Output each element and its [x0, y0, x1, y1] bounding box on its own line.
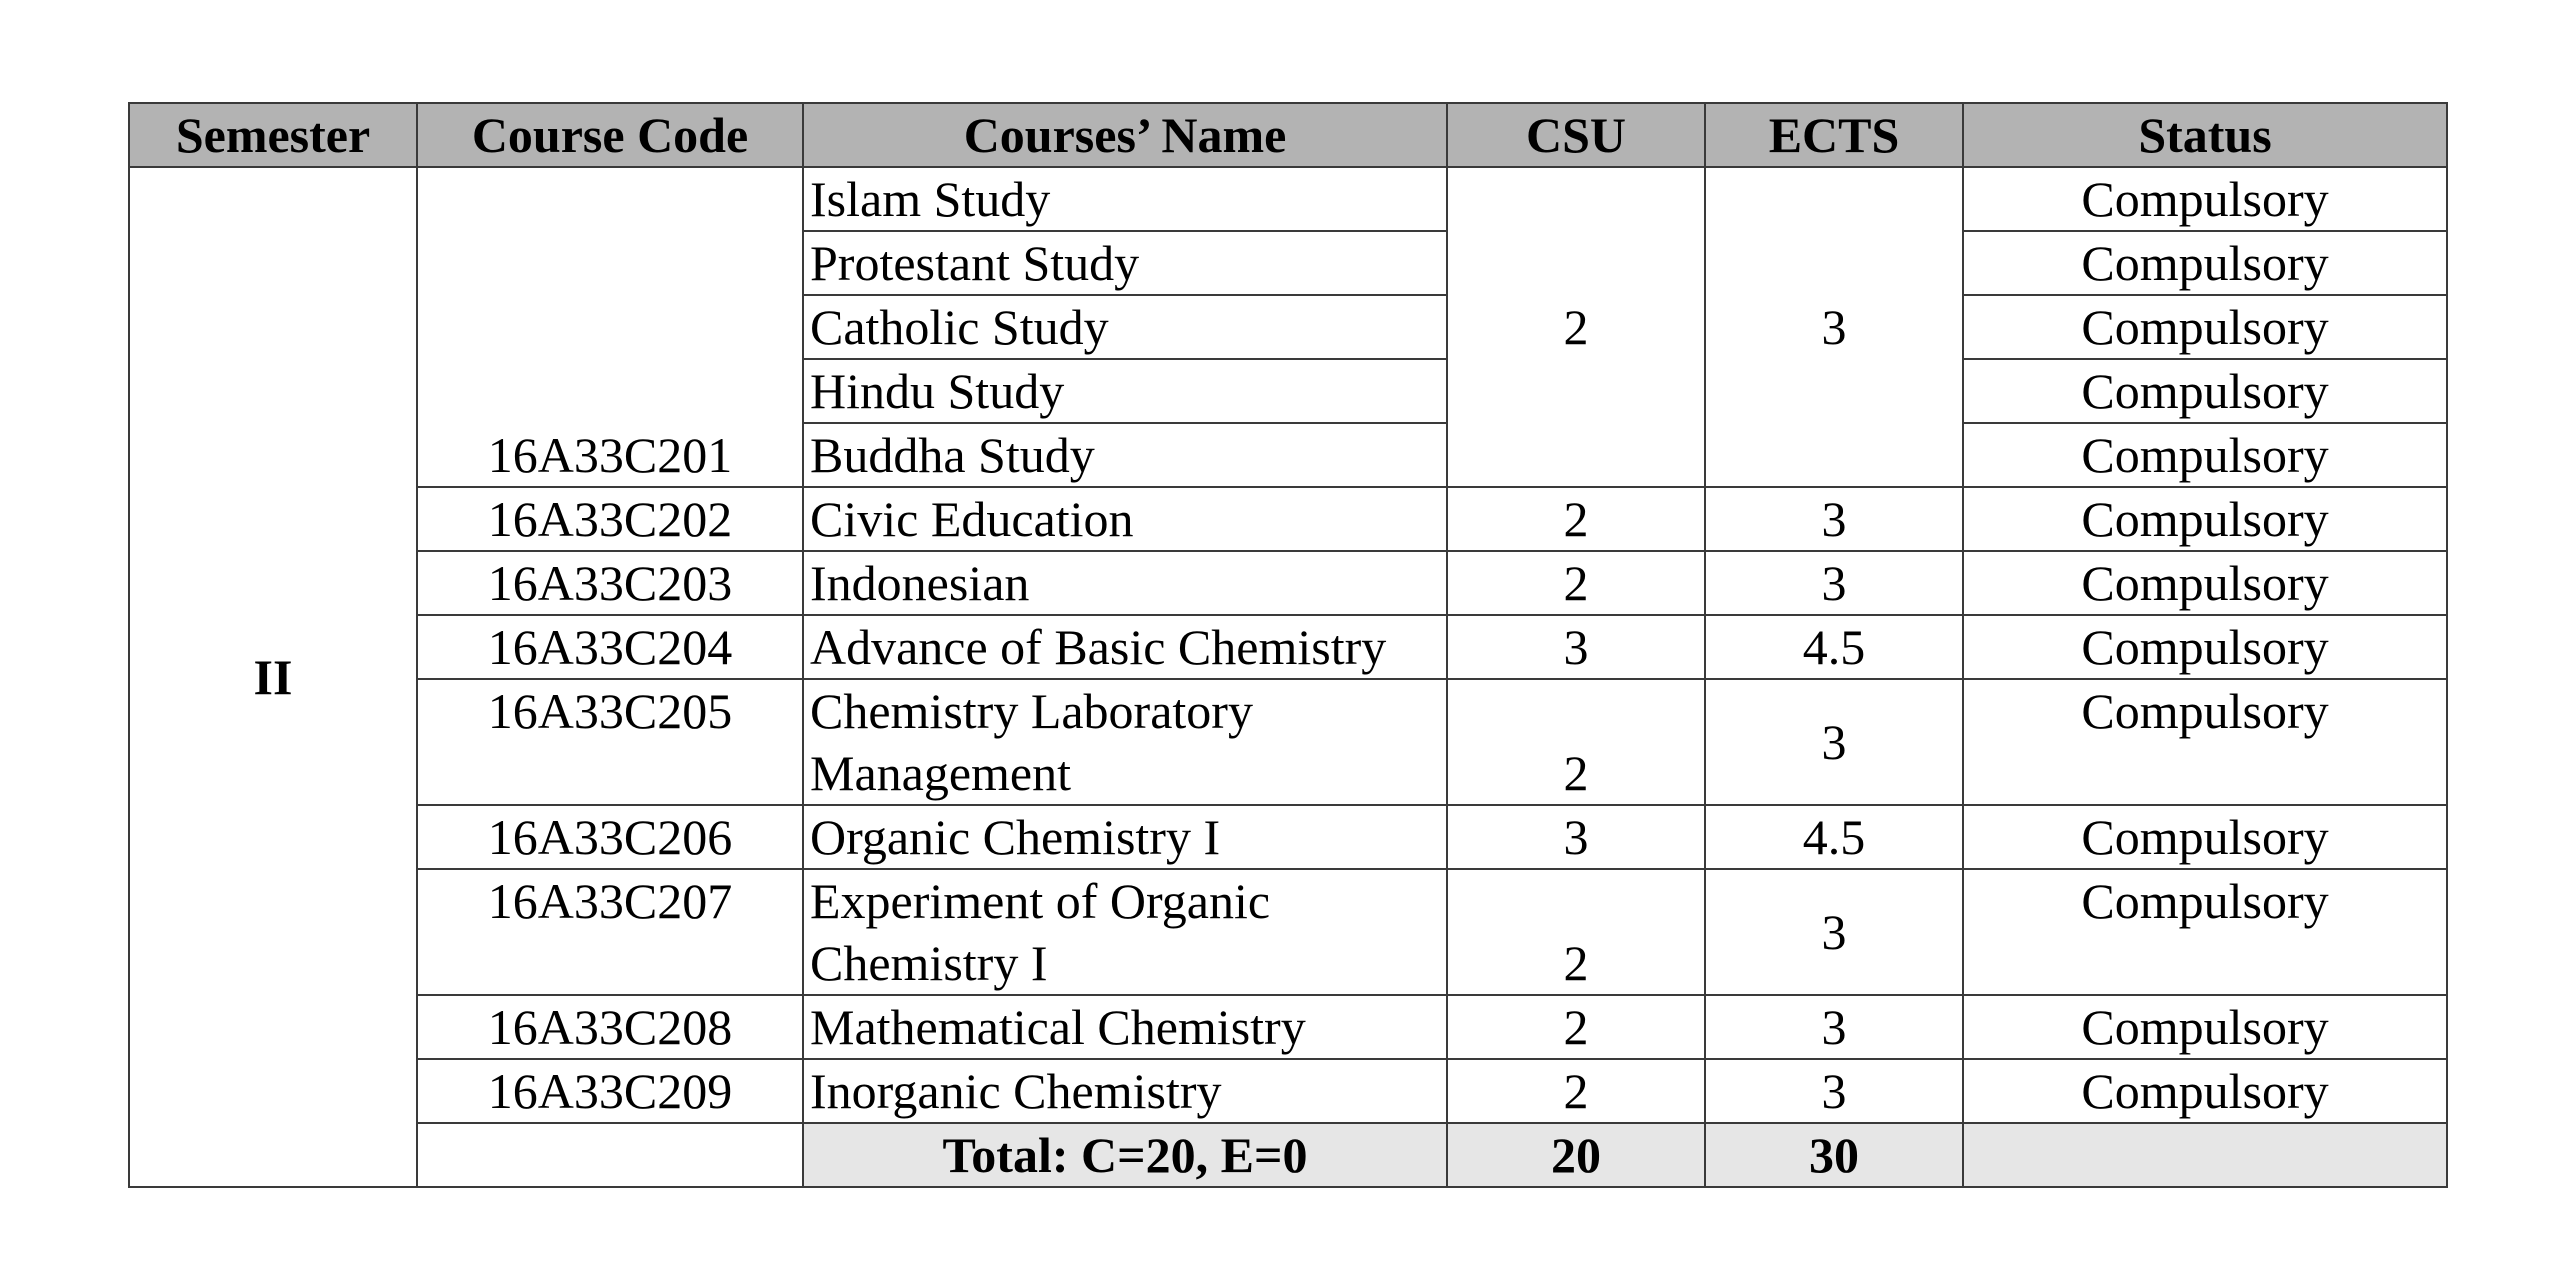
course-code-cell: 16A33C208: [417, 995, 803, 1059]
csu-cell: 3: [1447, 805, 1705, 869]
course-code-cell: 16A33C204: [417, 615, 803, 679]
course-name-cell: Advance of Basic Chemistry: [803, 615, 1447, 679]
header-course-name: Courses’ Name: [803, 103, 1447, 167]
header-ects: ECTS: [1705, 103, 1963, 167]
csu-cell: 3: [1447, 615, 1705, 679]
ects-cell: 3: [1705, 995, 1963, 1059]
course-name-cell: Experiment of Organic Chemistry I: [803, 869, 1447, 995]
table-row: [129, 167, 2447, 231]
csu-cell: 2: [1447, 551, 1705, 615]
course-code-cell: 16A33C205: [417, 679, 803, 805]
course-code-cell: 16A33C202: [417, 487, 803, 551]
status-cell: Compulsory: [1963, 805, 2447, 869]
header-csu: CSU: [1447, 103, 1705, 167]
status-cell: Compulsory: [1963, 295, 2447, 359]
course-code-cell: 16A33C203: [417, 551, 803, 615]
csu-cell: 2: [1447, 1059, 1705, 1123]
ects-cell: 3: [1705, 869, 1963, 995]
course-name-cell: Civic Education: [803, 487, 1447, 551]
course-name-cell: Islam Study: [803, 167, 1447, 231]
status-cell: Compulsory: [1963, 487, 2447, 551]
status-cell: Compulsory: [1963, 167, 2447, 231]
ects-cell: 3: [1705, 1059, 1963, 1123]
course-name-cell: Organic Chemistry I: [803, 805, 1447, 869]
status-cell: Compulsory: [1963, 995, 2447, 1059]
ects-cell: 4.5: [1705, 805, 1963, 869]
total-ects: 30: [1705, 1123, 1963, 1187]
status-cell: Compulsory: [1963, 359, 2447, 423]
header-semester: Semester: [129, 103, 417, 167]
status-cell: Compulsory: [1963, 551, 2447, 615]
csu-cell: 2: [1447, 487, 1705, 551]
header-status: Status: [1963, 103, 2447, 167]
course-name-cell: Buddha Study: [803, 423, 1447, 487]
status-cell: Compulsory: [1963, 679, 2447, 805]
table-row: [129, 995, 2447, 1059]
ects-cell: 3: [1705, 551, 1963, 615]
course-name-cell: Hindu Study: [803, 359, 1447, 423]
course-name-cell: Catholic Study: [803, 295, 1447, 359]
ects-cell: 3: [1705, 167, 1963, 487]
total-status-blank: [1963, 1123, 2447, 1187]
course-name-cell: Protestant Study: [803, 231, 1447, 295]
total-code-blank: [417, 1123, 803, 1187]
total-row: [129, 1123, 2447, 1187]
ects-cell: 3: [1705, 679, 1963, 805]
status-cell: Compulsory: [1963, 423, 2447, 487]
course-name-cell: Indonesian: [803, 551, 1447, 615]
total-csu: 20: [1447, 1123, 1705, 1187]
table-row: [129, 1059, 2447, 1123]
ects-cell: 3: [1705, 487, 1963, 551]
table-row: [129, 615, 2447, 679]
status-cell: Compulsory: [1963, 615, 2447, 679]
status-cell: Compulsory: [1963, 231, 2447, 295]
csu-cell: 2: [1447, 995, 1705, 1059]
total-label: Total: C=20, E=0: [803, 1123, 1447, 1187]
table-row: [129, 869, 2447, 995]
course-name-cell: Mathematical Chemistry: [803, 995, 1447, 1059]
table-row: [129, 551, 2447, 615]
semester-cell: II: [129, 167, 417, 1187]
course-table: [128, 102, 2448, 1188]
status-cell: Compulsory: [1963, 1059, 2447, 1123]
course-code-cell: 16A33C201: [417, 167, 803, 487]
course-name-cell: Inorganic Chemistry: [803, 1059, 1447, 1123]
table-row: [129, 487, 2447, 551]
header-course-code: Course Code: [417, 103, 803, 167]
status-cell: Compulsory: [1963, 869, 2447, 995]
header-row: [129, 103, 2447, 167]
course-code-cell: 16A33C206: [417, 805, 803, 869]
course-name-cell: Chemistry Laboratory Management: [803, 679, 1447, 805]
csu-cell: 2: [1447, 869, 1705, 995]
table-row: [129, 679, 2447, 805]
csu-cell: 2: [1447, 679, 1705, 805]
course-code-cell: 16A33C207: [417, 869, 803, 995]
ects-cell: 4.5: [1705, 615, 1963, 679]
table-row: [129, 805, 2447, 869]
csu-cell: 2: [1447, 167, 1705, 487]
course-code-cell: 16A33C209: [417, 1059, 803, 1123]
